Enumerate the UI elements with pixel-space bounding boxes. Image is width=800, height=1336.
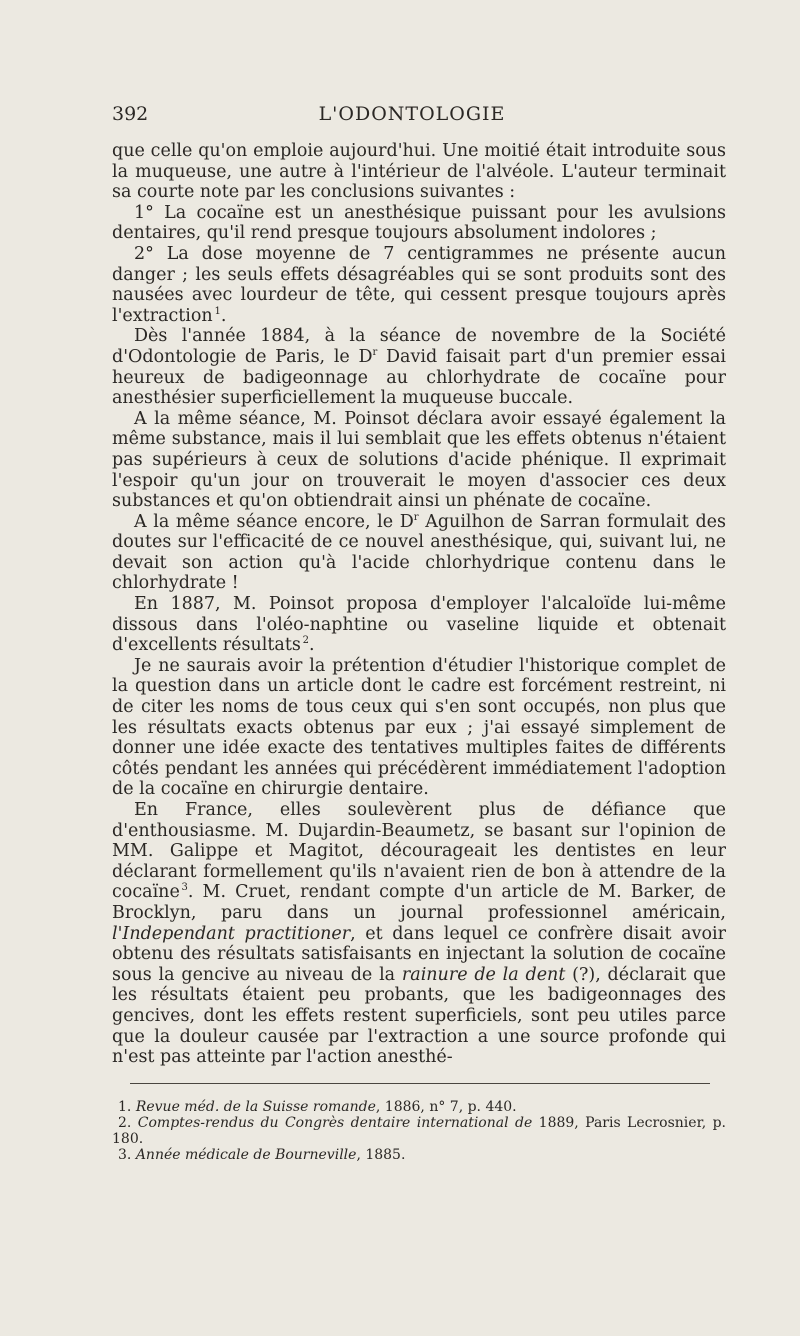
running-title: L'ODONTOLOGIE	[318, 103, 506, 125]
paragraph-2: 1° La cocaïne est un anesthésique puissant pour les avulsions dentaires, qu'il rend presque toujours absolument indolores ;	[112, 202, 726, 244]
footnote-detail: , 1886, n° 7, p. 440.	[375, 1099, 517, 1115]
paragraph-3	[112, 244, 726, 326]
paragraph-6-text-b: Aguilhon de Sarran formulait des doutes sur l'efficacité de ce nouvel anesthésique, qui, suivant lui, ne devait son action qu'à l'acide chlorhydrique contenu dans le chlorhydrate !	[112, 511, 726, 594]
footnotes	[112, 1099, 726, 1163]
paragraph-4-text-a: Dès l'année 1884, à la séance de novembre de la Société d'Odontologie de Paris, le D	[112, 326, 726, 367]
footnote-ref-2[interactable]: 2	[302, 635, 309, 647]
paragraph-9-text-a: En France, elles soulevèrent plus de défiance que d'enthousiasme. M. Dujardin-Beaumetz, se basant sur l'opinion de MM. Galippe et Magitot, décourageait les dentistes en leur déclarant formellement qu'ils n'avaient rien de bon à attendre de la cocaïne	[112, 800, 726, 903]
footnote-source: Revue méd. de la Suisse romande	[135, 1099, 376, 1115]
paragraph-6-text-a: A la même séance encore, le D	[134, 511, 414, 532]
footnote-source: Comptes-rendus du Congrès dentaire international de	[137, 1115, 533, 1131]
paragraph-9-text-d: (?), déclarait que les résultats étaient peu probants, que les badigeonnages des gencives, dont les effets restent superficiels, sont peu utiles parce que la douleur causée par l'extraction a une source profonde qui n'est pas atteinte par l'action anesthé-	[112, 964, 726, 1068]
footnote-1	[112, 1099, 726, 1115]
paragraph-7-end: .	[308, 635, 315, 656]
footnote-source: Année médicale de Bourneville	[135, 1147, 357, 1163]
italic-phrase: rainure de la dent	[401, 964, 566, 985]
page-header	[112, 103, 712, 133]
paragraph-7-text: En 1887, M. Poinsot proposa d'employer l'alcaloïde lui-même dissous dans l'oléo-naphtine ou vaseline liquide et obtenait d'excellents résultats	[112, 594, 726, 656]
footnote-2	[112, 1115, 726, 1147]
footnote-ref-3[interactable]: 3	[181, 882, 188, 894]
paragraph-9	[112, 800, 726, 1068]
paragraph-4-text-b: David faisait part d'un premier essai heureux de badigeonnage au chlorhydrate de cocaïne pour anesthésier superficiellement la muqueuse buccale.	[112, 346, 726, 409]
paragraph-9-text-c: , et dans lequel ce confrère disait avoir obtenu des résultats satisfaisants en injectant la solution de cocaïne sous la gencive au niveau de la	[112, 923, 726, 985]
paragraph-8: Je ne saurais avoir la prétention d'étudier l'historique complet de la question dans un article dont le cadre est forcément restreint, ni de citer les noms de tous ceux qui s'en sont occupés, non plus que les résultats exacts obtenus par eux ; j'ai essayé simplement de donner une idée exacte des tentatives multiples faites de différents côtés pendant les années qui précédèrent immédiatement l'adoption de la cocaïne en chirurgie dentaire.	[112, 655, 726, 800]
page-number: 392	[112, 103, 149, 125]
paragraph-9-text-b: . M. Cruet, rendant compte d'un article de M. Barker, de Brocklyn, paru dans un journal professionnel américain,	[112, 882, 726, 923]
paragraph-4	[112, 326, 726, 408]
paragraph-3-text: 2° La dose moyenne de 7 centigrammes ne présente aucun danger ; les seuls effets désagréables qui se sont produits sont des nausées avec lourdeur de tête, qui cessent presque toujours après l'extraction	[112, 243, 726, 326]
journal-title: l'Independant practitioner	[112, 923, 351, 944]
superscript-r: r	[413, 511, 419, 523]
footnote-number: 2.	[118, 1115, 132, 1131]
footnote-divider	[130, 1083, 710, 1084]
paragraph-7	[112, 594, 726, 656]
paragraph-5: A la même séance, M. Poinsot déclara avoir essayé également la même substance, mais il lui semblait que les effets obtenus n'étaient pas supérieurs à ceux de solutions d'acide phénique. Il exprimait l'espoir qu'un jour on trouverait le moyen d'associer ces deux substances et qu'on obtiendrait ainsi un phénate de cocaïne.	[112, 408, 726, 512]
paragraph-3-end: .	[220, 305, 227, 326]
body-text	[112, 141, 726, 1068]
footnote-detail: 1889, Paris Lecrosnier, p. 180.	[112, 1115, 726, 1147]
paragraph-1: que celle qu'on emploie aujourd'hui. Une moitié était introduite sous la muqueuse, une autre à l'intérieur de l'alvéole. L'auteur terminait sa courte note par les conclusions suivantes :	[112, 141, 726, 203]
footnote-detail: , 1885.	[356, 1147, 406, 1163]
superscript-r: r	[372, 347, 378, 359]
footnote-number: 1.	[118, 1099, 132, 1115]
footnote-3	[112, 1147, 726, 1163]
footnote-ref-1[interactable]: 1	[214, 305, 221, 317]
paragraph-6	[112, 512, 726, 594]
footnote-number: 3.	[118, 1147, 132, 1163]
